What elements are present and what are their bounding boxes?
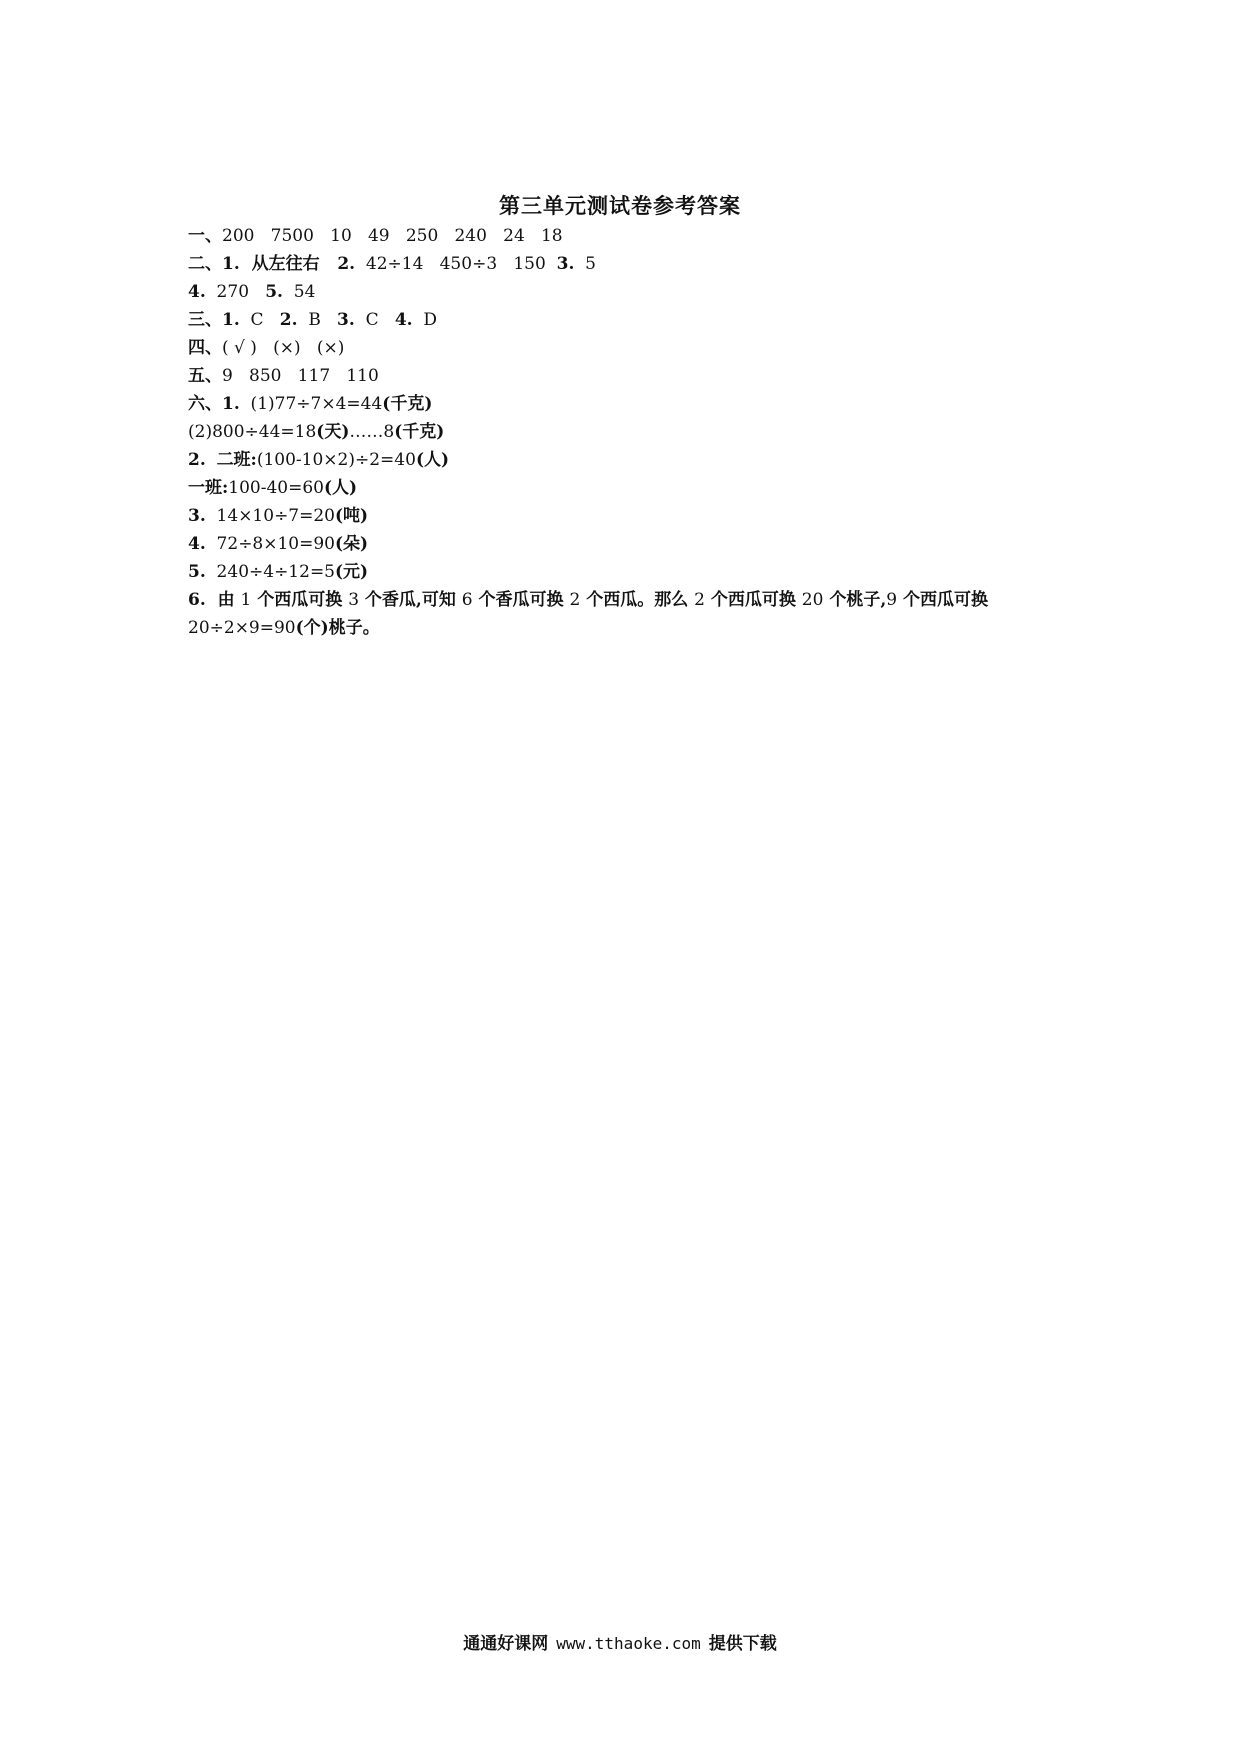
answer-text: 3 xyxy=(348,590,360,610)
answer-text: (千克) xyxy=(394,422,445,442)
answer-text: 个西瓜可换 xyxy=(251,590,349,610)
answer-text: 六、1. xyxy=(188,394,240,414)
answer-text: 个西瓜可换 xyxy=(897,590,989,610)
answer-text: 一、 xyxy=(188,226,222,246)
answer-text: 5. xyxy=(188,562,206,582)
answer-text: 6 xyxy=(461,590,473,610)
answer-text: B xyxy=(297,310,338,330)
answer-text: 4. xyxy=(188,282,206,302)
answer-line xyxy=(188,390,1068,418)
answer-text: 5. xyxy=(265,282,283,302)
answer-text: 三、1. xyxy=(188,310,240,330)
answer-line xyxy=(188,446,1068,474)
answer-text: 20÷2×9=90 xyxy=(188,618,296,638)
answer-text: 五、 xyxy=(188,366,222,386)
answer-text: (人) xyxy=(415,450,450,470)
answer-text: (人) xyxy=(323,478,358,498)
answer-text: 一班: xyxy=(188,478,229,498)
footer-provide-text: 提供下载 xyxy=(708,1634,777,1654)
answer-text: 二班: xyxy=(216,450,257,470)
answer-text: (个)桃子。 xyxy=(295,618,380,638)
answer-text: 2 xyxy=(569,590,581,610)
answer-text: ……8 xyxy=(349,422,395,442)
footer xyxy=(0,1629,1240,1654)
answer-text: 9 xyxy=(886,590,898,610)
answer-text: 6. 由 xyxy=(188,590,241,610)
document-title: 第三单元测试卷参考答案 xyxy=(499,193,741,218)
answer-text: C xyxy=(239,310,280,330)
answer-text: 2. xyxy=(188,450,206,470)
answer-text: 240÷4÷12=5 xyxy=(205,562,336,582)
footer-url[interactable]: www.tthaoke.com xyxy=(556,1634,701,1653)
answer-line xyxy=(188,362,1068,390)
answer-text: (朵) xyxy=(335,534,369,554)
answer-text: (千克) xyxy=(382,394,433,414)
answer-text: 4. xyxy=(188,534,206,554)
answer-text: D xyxy=(412,310,438,330)
answer-text: 20 xyxy=(801,590,824,610)
answer-line xyxy=(188,586,1068,614)
answer-text: 9 850 117 110 xyxy=(222,366,379,386)
answer-text: 4. xyxy=(394,310,413,330)
answer-text: (100-10×2)÷2=40 xyxy=(256,450,416,470)
answer-text: 42÷14 450÷3 150 xyxy=(355,254,557,274)
answer-text: 1 xyxy=(240,590,252,610)
answer-text: 72÷8×10=90 xyxy=(205,534,336,554)
answer-text: 四、 xyxy=(188,338,222,358)
answer-text: 个香瓜,可知 xyxy=(359,590,462,610)
answer-text: 200 7500 10 49 250 240 24 18 xyxy=(222,226,563,246)
answer-text: 3. xyxy=(337,310,355,330)
answer-text: 个桃子, xyxy=(823,590,887,610)
answer-text: 100-40=60 xyxy=(228,478,324,498)
answer-text: 二、1. 从左往右 2. xyxy=(188,254,356,274)
answer-text: (2)800÷44=18 xyxy=(188,422,317,442)
answer-line xyxy=(188,278,1068,306)
answer-text: 2. xyxy=(279,310,298,330)
answer-line xyxy=(188,250,1068,278)
answer-line xyxy=(188,558,1068,586)
answer-text: (吨) xyxy=(335,506,369,526)
answer-text: 个西瓜可换 xyxy=(704,590,802,610)
answer-line xyxy=(188,334,1068,362)
answer-line xyxy=(188,502,1068,530)
answer-text: 3. xyxy=(188,506,206,526)
answer-text: 2 xyxy=(694,590,705,610)
answer-text: ( √ ) (×) (×) xyxy=(222,338,345,358)
answer-line xyxy=(188,474,1068,502)
answer-text: C xyxy=(354,310,395,330)
answer-text: (天) xyxy=(316,422,350,442)
answer-text: 个香瓜可换 xyxy=(472,590,570,610)
answer-text: 54 xyxy=(282,282,316,302)
answer-line xyxy=(188,222,1068,250)
answer-list xyxy=(188,222,1068,642)
answer-line xyxy=(188,306,1068,334)
footer-site-name: 通通好课网 xyxy=(463,1634,549,1654)
answer-line xyxy=(188,614,1068,642)
answer-text: 14×10÷7=20 xyxy=(205,506,336,526)
answer-text xyxy=(206,450,217,470)
answer-text: 3. xyxy=(556,254,575,274)
answer-text: (1)77÷7×4=44 xyxy=(239,394,383,414)
answer-line xyxy=(188,418,1068,446)
answer-text: (元) xyxy=(335,562,369,582)
answer-text: 个西瓜。那么 xyxy=(580,590,695,610)
answer-text: 270 xyxy=(205,282,266,302)
answer-line xyxy=(188,530,1068,558)
answer-text: 5 xyxy=(574,254,596,274)
